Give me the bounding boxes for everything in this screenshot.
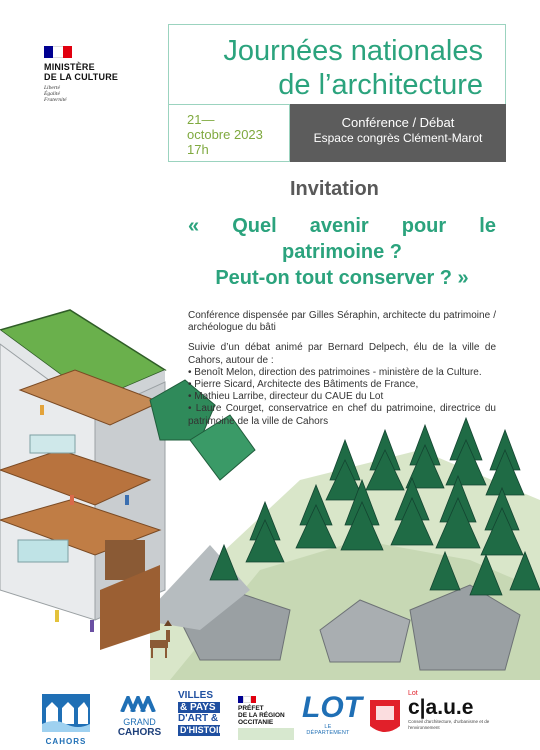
- lot-departement-logo: [302, 691, 362, 746]
- vpah-line: D'ART &: [178, 713, 219, 724]
- french-flag-icon: [44, 46, 72, 58]
- vpah-line: VILLES: [178, 690, 214, 701]
- caue-lot-label: Lot: [408, 690, 418, 697]
- quote-word: avenir: [309, 215, 369, 237]
- speaker-list-item: • Benoît Melon, direction des patrimoines - ministère de la Culture.: [188, 366, 482, 378]
- title-line-2: de l’architecture: [278, 69, 483, 101]
- caue-name: c|a.u.e: [408, 696, 474, 719]
- title-line-1: Journées nationales: [223, 35, 483, 67]
- cahors-logo: [42, 694, 90, 744]
- caue-seal-logo: [368, 698, 402, 738]
- prefet-line: OCCITANIE: [238, 719, 274, 726]
- lot-label: LOT: [302, 691, 362, 724]
- cahors-bridge-icon: [42, 694, 90, 732]
- prefet-occitanie-logo: [238, 696, 296, 746]
- grand-cahors-label-2: CAHORS: [117, 727, 162, 738]
- vpah-line: & PAYS: [178, 702, 220, 714]
- grand-cahors-logo: [112, 696, 167, 746]
- caue-seal-icon: [368, 698, 402, 738]
- caue-lot-logo: [408, 690, 518, 746]
- speaker-list-item: • Laure Courget, conservatrice en chef du patrimoine, directrice du patrimoine de la ville de Cahors: [188, 403, 496, 427]
- event-venue: Espace congrès Clément-Marot: [313, 131, 483, 145]
- french-flag-icon: [238, 696, 256, 703]
- ministry-logo: [44, 46, 154, 103]
- speaker-list-item: • Pierre Sicard, Architecte des Bâtiments de France,: [188, 379, 419, 391]
- body-text: [188, 310, 496, 428]
- partner-logos-bar: [0, 686, 540, 750]
- event-type: Conférence / Débat: [341, 115, 455, 130]
- invitation-heading: Invitation: [290, 178, 379, 200]
- debate-intro: Suivie d’un débat animé par Bernard Delpech, élu de la ville de Cahors, autour de :: [188, 342, 496, 366]
- prefet-line: PRÉFET: [238, 705, 264, 712]
- date-time: 17h: [187, 142, 209, 157]
- prefet-photo-strip: [238, 728, 294, 740]
- quote-line-1: [188, 213, 496, 239]
- title-box: [168, 24, 506, 104]
- grand-cahors-mark-icon: [120, 696, 160, 712]
- vpah-logo: [178, 690, 231, 748]
- conference-description: Conférence dispensée par Gilles Séraphin, architecte du patrimoine / archéologue du bâti: [188, 310, 496, 334]
- quote-line-2: patrimoine ?: [281, 241, 402, 263]
- event-date: [168, 104, 290, 162]
- quote-word: pour: [401, 215, 447, 237]
- quote-word: le: [479, 215, 496, 237]
- invitation-quote: [188, 213, 496, 291]
- event-info-box: [290, 104, 506, 162]
- prefet-line: DE LA RÉGION: [238, 712, 285, 719]
- lot-sublabel: LE DÉPARTEMENT: [306, 724, 350, 736]
- ministry-motto: Liberté Égalité Fraternité: [44, 85, 67, 103]
- vpah-line: D'HISTOIRE: [180, 724, 231, 735]
- date-day: 21—: [187, 112, 215, 127]
- caue-description: Conseil d'architecture, d'urbanisme et de l'environnement: [408, 719, 490, 730]
- quote-line-3: Peut-on tout conserver ? »: [215, 267, 469, 289]
- date-month: octobre 2023: [187, 127, 263, 142]
- quote-word: «: [188, 215, 200, 237]
- grand-cahors-label-1: GRAND: [123, 717, 156, 727]
- quote-word: Quel: [232, 215, 277, 237]
- ministry-name: MINISTÈRE DE LA CULTURE: [44, 62, 119, 82]
- cahors-label: CAHORS: [45, 737, 87, 746]
- speaker-list-item: • Mathieu Larribe, directeur du CAUE du Lot: [188, 391, 384, 403]
